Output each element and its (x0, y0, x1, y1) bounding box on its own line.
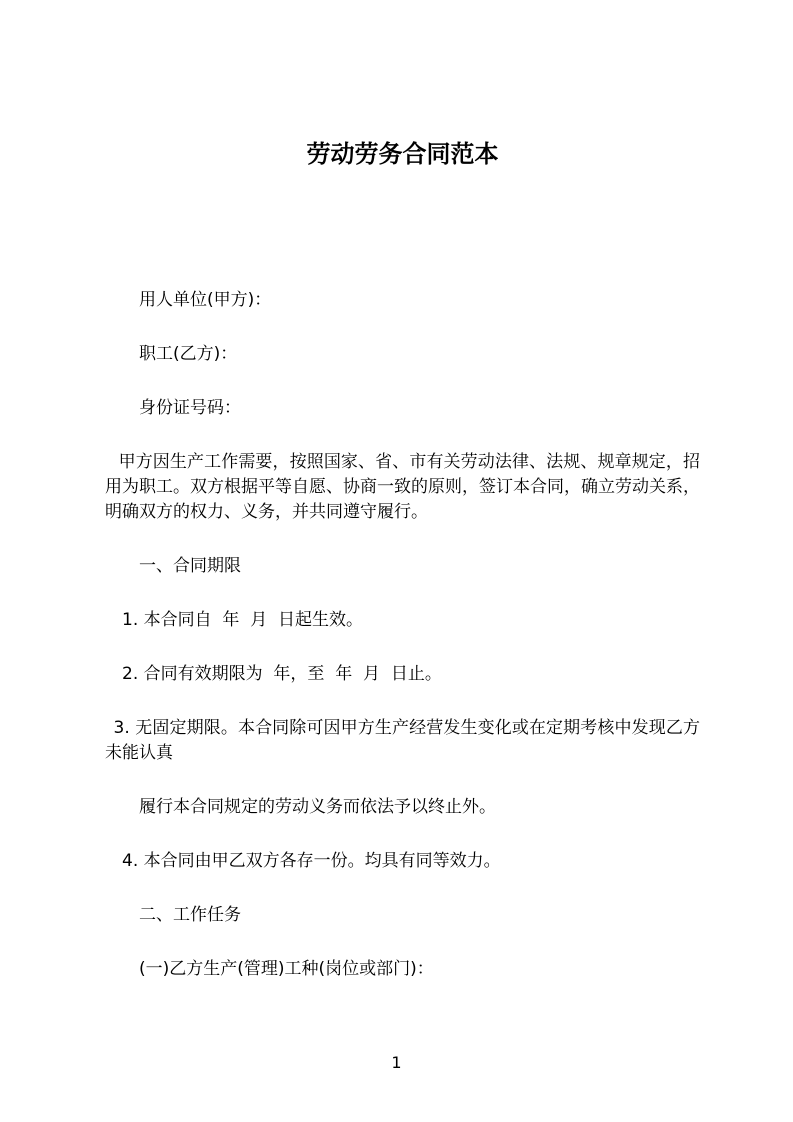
party-b-line: 职工(乙方)： (139, 344, 238, 364)
document-title: 劳动劳务合同范本 (306, 140, 499, 168)
id-number-line: 身份证号码： (139, 398, 241, 418)
clause-1-2: 2. 合同有效期限为 年，至 年 月 日止。 (122, 664, 442, 684)
clause-2-1: (一)乙方生产(管理)工种(岗位或部门)： (139, 959, 434, 979)
page-number: 1 (391, 1053, 402, 1072)
clause-1-1: 1. 本合同自 年 月 日起生效。 (122, 610, 364, 630)
clause-1-3-continuation: 履行本合同规定的劳动义务而依法予以终止外。 (139, 797, 496, 817)
clause-1-4: 4. 本合同由甲乙双方各存一份。均具有同等效力。 (122, 851, 501, 871)
section-1-heading: 一、合同期限 (139, 556, 241, 576)
section-2-heading: 二、工作任务 (139, 905, 241, 925)
preamble-paragraph: 甲方因生产工作需要，按照国家、省、市有关劳动法律、法规、规章规定，招用为职工。双方根据平等自愿、协商一致的原则，签订本合同，确立劳动关系，明确双方的权力、义务，并共同遵守履行。 (105, 452, 700, 522)
party-a-line: 用人单位(甲方)： (139, 290, 272, 310)
clause-1-3: 3. 无固定期限。本合同除可因甲方生产经营发生变化或在定期考核中发现乙方未能认真 (105, 718, 700, 763)
